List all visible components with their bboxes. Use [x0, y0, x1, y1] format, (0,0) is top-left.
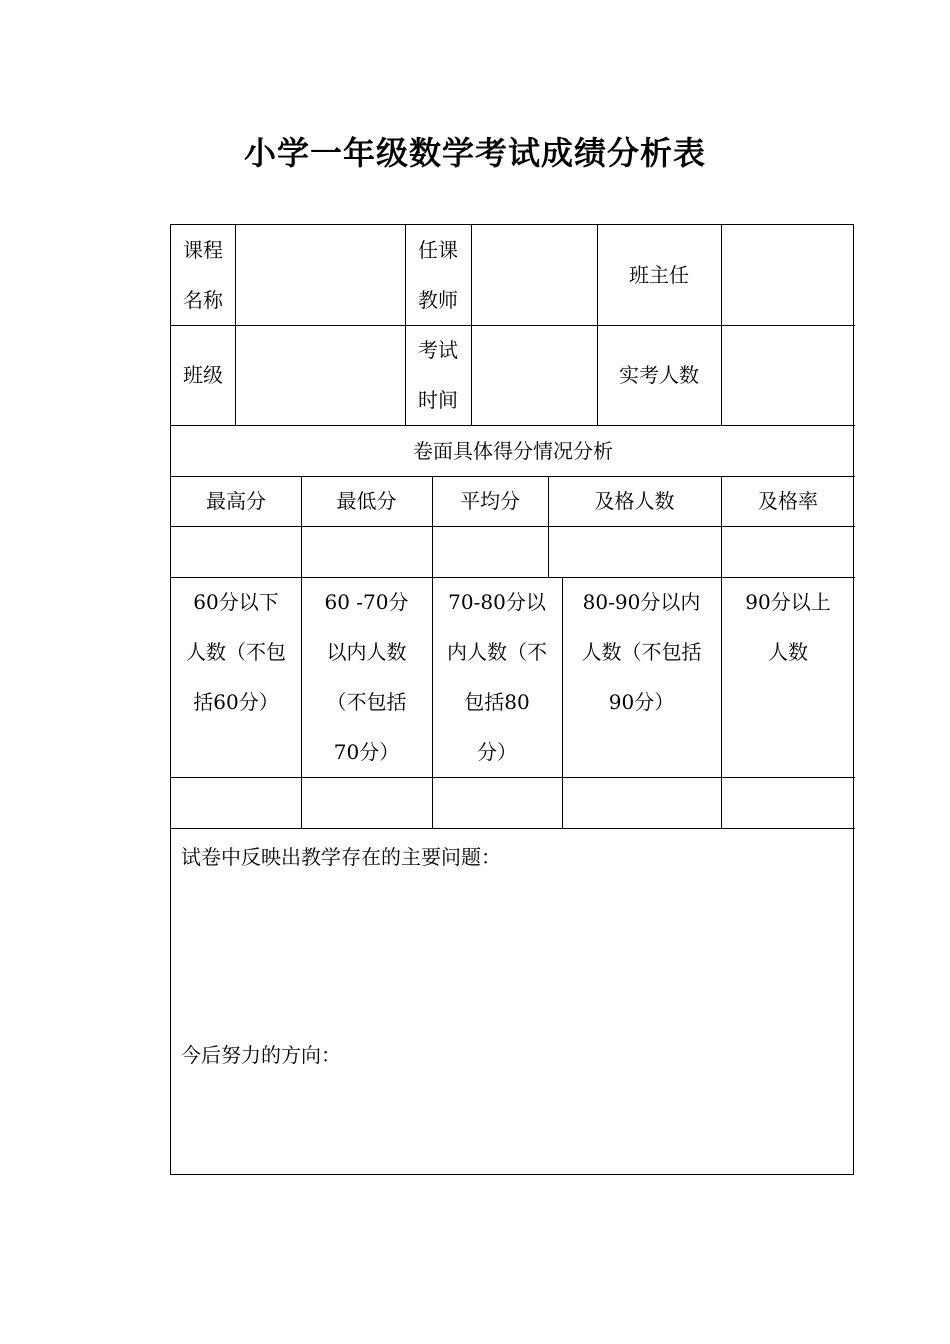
exam-time-label: 考试 时间: [418, 338, 458, 412]
grid-line: [548, 476, 549, 577]
range-value-above-90[interactable]: [721, 777, 855, 828]
problems-label: 试卷中反映出教学存在的主要问题：: [181, 845, 501, 869]
score-analysis-table: [170, 224, 854, 1175]
grid-line: [171, 476, 855, 477]
stats-header-pass-rate: 及格率: [758, 489, 818, 513]
grid-line: [721, 577, 722, 828]
actual-count-label: 实考人数: [619, 363, 699, 387]
exam-time-value[interactable]: [471, 325, 597, 425]
class-value[interactable]: [235, 325, 405, 425]
grid-line: [721, 225, 722, 425]
range-value-70-80[interactable]: [432, 777, 562, 828]
problems-section[interactable]: [171, 828, 855, 1028]
range-value-60-70[interactable]: [301, 777, 432, 828]
stats-header-min: 最低分: [336, 489, 397, 513]
course-name-value[interactable]: [235, 225, 405, 325]
range-value-below-60[interactable]: [171, 777, 301, 828]
stats-value-pass-count[interactable]: [548, 526, 721, 577]
range-header-above-90: 90分以上 人数: [745, 590, 831, 664]
section-title: 卷面具体得分情况分析: [413, 438, 613, 463]
stats-value-max[interactable]: [171, 526, 301, 577]
stats-value-avg[interactable]: [432, 526, 548, 577]
head-teacher-label: 班主任: [629, 263, 689, 287]
grid-line: [171, 325, 855, 326]
direction-label: 今后努力的方向：: [181, 1043, 341, 1067]
grid-line: [562, 577, 563, 828]
range-header-80-90: 80-90分以内 人数（不包括 90分）: [581, 590, 702, 714]
class-label: 班级: [183, 363, 223, 387]
stats-header-pass-count: 及格人数: [594, 489, 675, 513]
grid-line: [471, 225, 472, 425]
range-header-below-60: 60分以下 人数（不包 括60分）: [186, 590, 286, 714]
grid-line: [171, 828, 855, 829]
range-value-80-90[interactable]: [562, 777, 721, 828]
actual-count-value[interactable]: [721, 325, 855, 425]
stats-value-pass-rate[interactable]: [721, 526, 855, 577]
stats-value-min[interactable]: [301, 526, 432, 577]
grid-line: [432, 476, 433, 577]
grid-line: [301, 577, 302, 828]
grid-line: [432, 577, 433, 828]
grid-line: [171, 777, 855, 778]
course-name-label: 课程 名称: [183, 238, 223, 312]
teacher-label: 任课 教师: [418, 238, 458, 312]
range-header-60-70: 60 -70分 以内人数 （不包括 70分）: [324, 590, 409, 764]
stats-header-avg: 平均分: [460, 489, 520, 513]
grid-line: [171, 526, 855, 527]
head-teacher-value[interactable]: [721, 225, 855, 325]
grid-line: [405, 225, 406, 425]
grid-line: [597, 225, 598, 425]
grid-line: [171, 425, 855, 426]
stats-header-max: 最高分: [206, 489, 266, 513]
grid-line: [301, 476, 302, 577]
grid-line: [235, 225, 236, 425]
teacher-value[interactable]: [471, 225, 597, 325]
direction-section[interactable]: [171, 1028, 855, 1174]
grid-line: [171, 577, 855, 578]
grid-line: [721, 476, 722, 577]
page-title: 小学一年级数学考试成绩分析表: [243, 134, 706, 172]
range-header-70-80: 70-80分以 内人数（不 包括80 分）: [447, 590, 547, 764]
